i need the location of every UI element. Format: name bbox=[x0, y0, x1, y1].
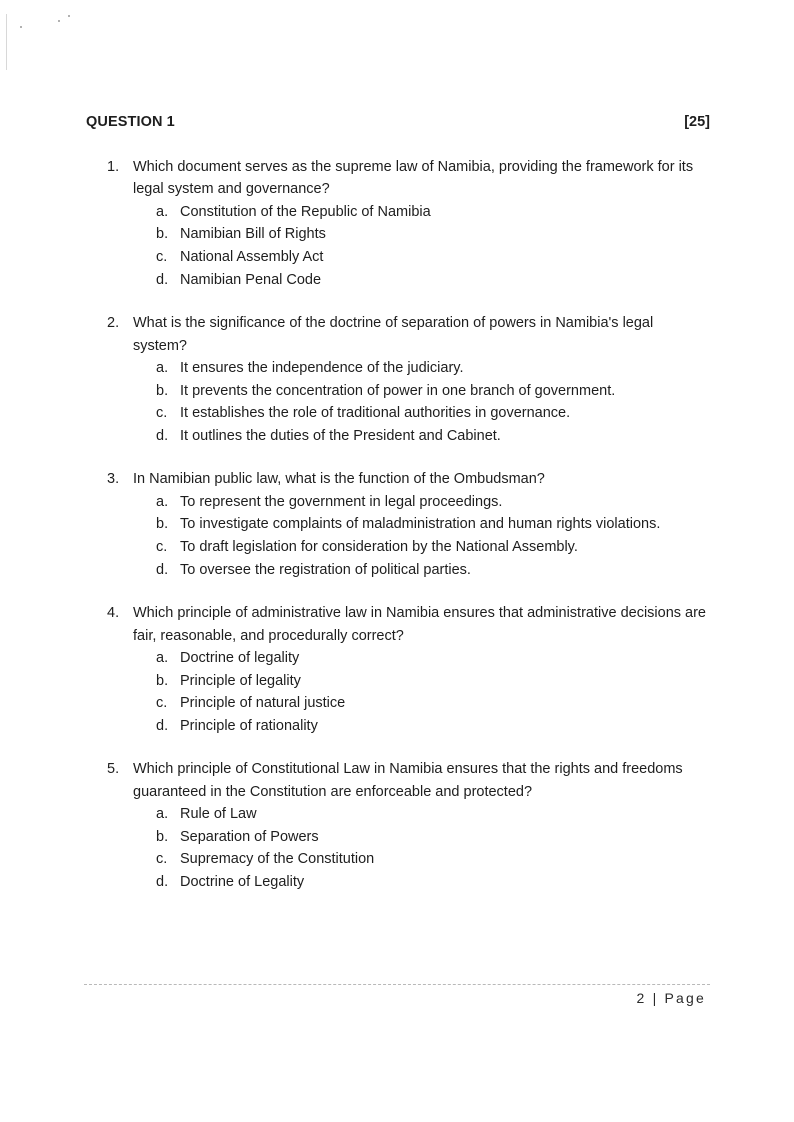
option-letter: a. bbox=[156, 493, 169, 510]
option-text: It prevents the concentration of power in one branch of government. bbox=[180, 382, 616, 399]
answer-option bbox=[107, 402, 707, 425]
answer-option bbox=[107, 826, 707, 849]
question-header bbox=[86, 114, 710, 136]
answer-option bbox=[107, 491, 707, 514]
option-letter: b. bbox=[156, 672, 169, 689]
option-letter: c. bbox=[156, 851, 168, 868]
answer-option bbox=[107, 246, 707, 269]
question-item bbox=[107, 156, 707, 291]
option-letter: d. bbox=[156, 873, 169, 890]
option-letter: d. bbox=[156, 561, 169, 578]
answer-option bbox=[107, 848, 707, 871]
question-text: In Namibian public law, what is the function of the Ombudsman? bbox=[133, 471, 545, 488]
scan-speck bbox=[68, 15, 70, 17]
option-text: To represent the government in legal proceedings. bbox=[180, 493, 503, 510]
question-text: Which document serves as the supreme law of Namibia, providing the framework for its legal system and governance? bbox=[133, 159, 694, 198]
option-list bbox=[107, 647, 707, 737]
answer-option bbox=[107, 647, 707, 670]
question-number: 2. bbox=[107, 315, 120, 332]
question-stem bbox=[107, 156, 707, 201]
question-number: 5. bbox=[107, 761, 120, 778]
answer-option bbox=[107, 803, 707, 826]
scan-speck bbox=[58, 20, 60, 22]
question-item bbox=[107, 602, 707, 737]
answer-option bbox=[107, 871, 707, 894]
answer-option bbox=[107, 536, 707, 559]
option-letter: b. bbox=[156, 382, 169, 399]
option-letter: d. bbox=[156, 427, 169, 444]
answer-option bbox=[107, 269, 707, 292]
option-list bbox=[107, 357, 707, 447]
option-text: Principle of natural justice bbox=[180, 695, 346, 712]
footer-divider bbox=[84, 984, 710, 985]
option-text: Principle of legality bbox=[180, 672, 301, 689]
answer-option bbox=[107, 715, 707, 738]
option-letter: c. bbox=[156, 405, 168, 422]
option-letter: a. bbox=[156, 649, 169, 666]
option-text: National Assembly Act bbox=[180, 249, 324, 265]
question-number: 3. bbox=[107, 471, 120, 488]
question-text: Which principle of Constitutional Law in Namibia ensures that the rights and freedoms guaranteed in the Constitution are enforceable and protected? bbox=[133, 761, 683, 800]
question-stem bbox=[107, 312, 707, 357]
question-number: 1. bbox=[107, 159, 120, 175]
question-title: QUESTION 1 bbox=[86, 114, 175, 130]
option-list bbox=[107, 803, 707, 893]
answer-option bbox=[107, 692, 707, 715]
option-text: Principle of rationality bbox=[180, 717, 318, 734]
question-list bbox=[107, 156, 707, 915]
option-letter: a. bbox=[156, 203, 169, 220]
answer-option bbox=[107, 380, 707, 403]
option-text: It outlines the duties of the President and Cabinet. bbox=[180, 427, 501, 444]
question-item bbox=[107, 468, 707, 581]
question-item bbox=[107, 312, 707, 447]
option-text: It ensures the independence of the judiciary. bbox=[180, 360, 464, 376]
question-text: What is the significance of the doctrine of separation of powers in Namibia's legal system? bbox=[133, 315, 654, 354]
answer-option bbox=[107, 425, 707, 448]
question-stem bbox=[107, 468, 707, 490]
option-letter: c. bbox=[156, 695, 168, 712]
question-marks: [25] bbox=[684, 114, 710, 130]
answer-option bbox=[107, 223, 707, 246]
option-text: Rule of Law bbox=[180, 806, 257, 823]
option-text: Separation of Powers bbox=[180, 828, 319, 845]
option-letter: b. bbox=[156, 226, 169, 243]
option-list bbox=[107, 491, 707, 581]
page-number: 2 | Page bbox=[636, 990, 706, 1006]
option-text: To oversee the registration of political parties. bbox=[180, 561, 471, 578]
question-stem bbox=[107, 758, 707, 803]
option-text: Supremacy of the Constitution bbox=[180, 851, 375, 868]
option-text: Constitution of the Republic of Namibia bbox=[180, 203, 431, 220]
option-letter: a. bbox=[156, 806, 169, 823]
question-item bbox=[107, 758, 707, 893]
question-stem bbox=[107, 602, 707, 647]
option-letter: c. bbox=[156, 249, 168, 265]
option-letter: d. bbox=[156, 271, 169, 288]
option-text: Doctrine of Legality bbox=[180, 873, 305, 890]
option-text: Doctrine of legality bbox=[180, 649, 300, 666]
option-letter: d. bbox=[156, 717, 169, 734]
scan-speck bbox=[20, 26, 22, 28]
option-text: It establishes the role of traditional authorities in governance. bbox=[180, 405, 571, 422]
answer-option bbox=[107, 670, 707, 693]
option-letter: b. bbox=[156, 516, 169, 533]
question-text: Which principle of administrative law in Namibia ensures that administrative decisions are fair, reasonable, and procedurally correct? bbox=[133, 605, 706, 644]
answer-option bbox=[107, 201, 707, 224]
option-letter: b. bbox=[156, 828, 169, 845]
option-letter: a. bbox=[156, 360, 169, 376]
option-text: To investigate complaints of maladministration and human rights violations. bbox=[180, 516, 661, 533]
option-letter: c. bbox=[156, 538, 168, 555]
question-number: 4. bbox=[107, 605, 120, 622]
option-text: Namibian Penal Code bbox=[180, 271, 322, 288]
answer-option bbox=[107, 559, 707, 582]
option-text: Namibian Bill of Rights bbox=[180, 226, 326, 243]
option-list bbox=[107, 201, 707, 291]
answer-option bbox=[107, 357, 707, 380]
scan-edge-mark bbox=[6, 14, 7, 70]
option-text: To draft legislation for consideration by the National Assembly. bbox=[180, 538, 578, 555]
answer-option bbox=[107, 513, 707, 536]
